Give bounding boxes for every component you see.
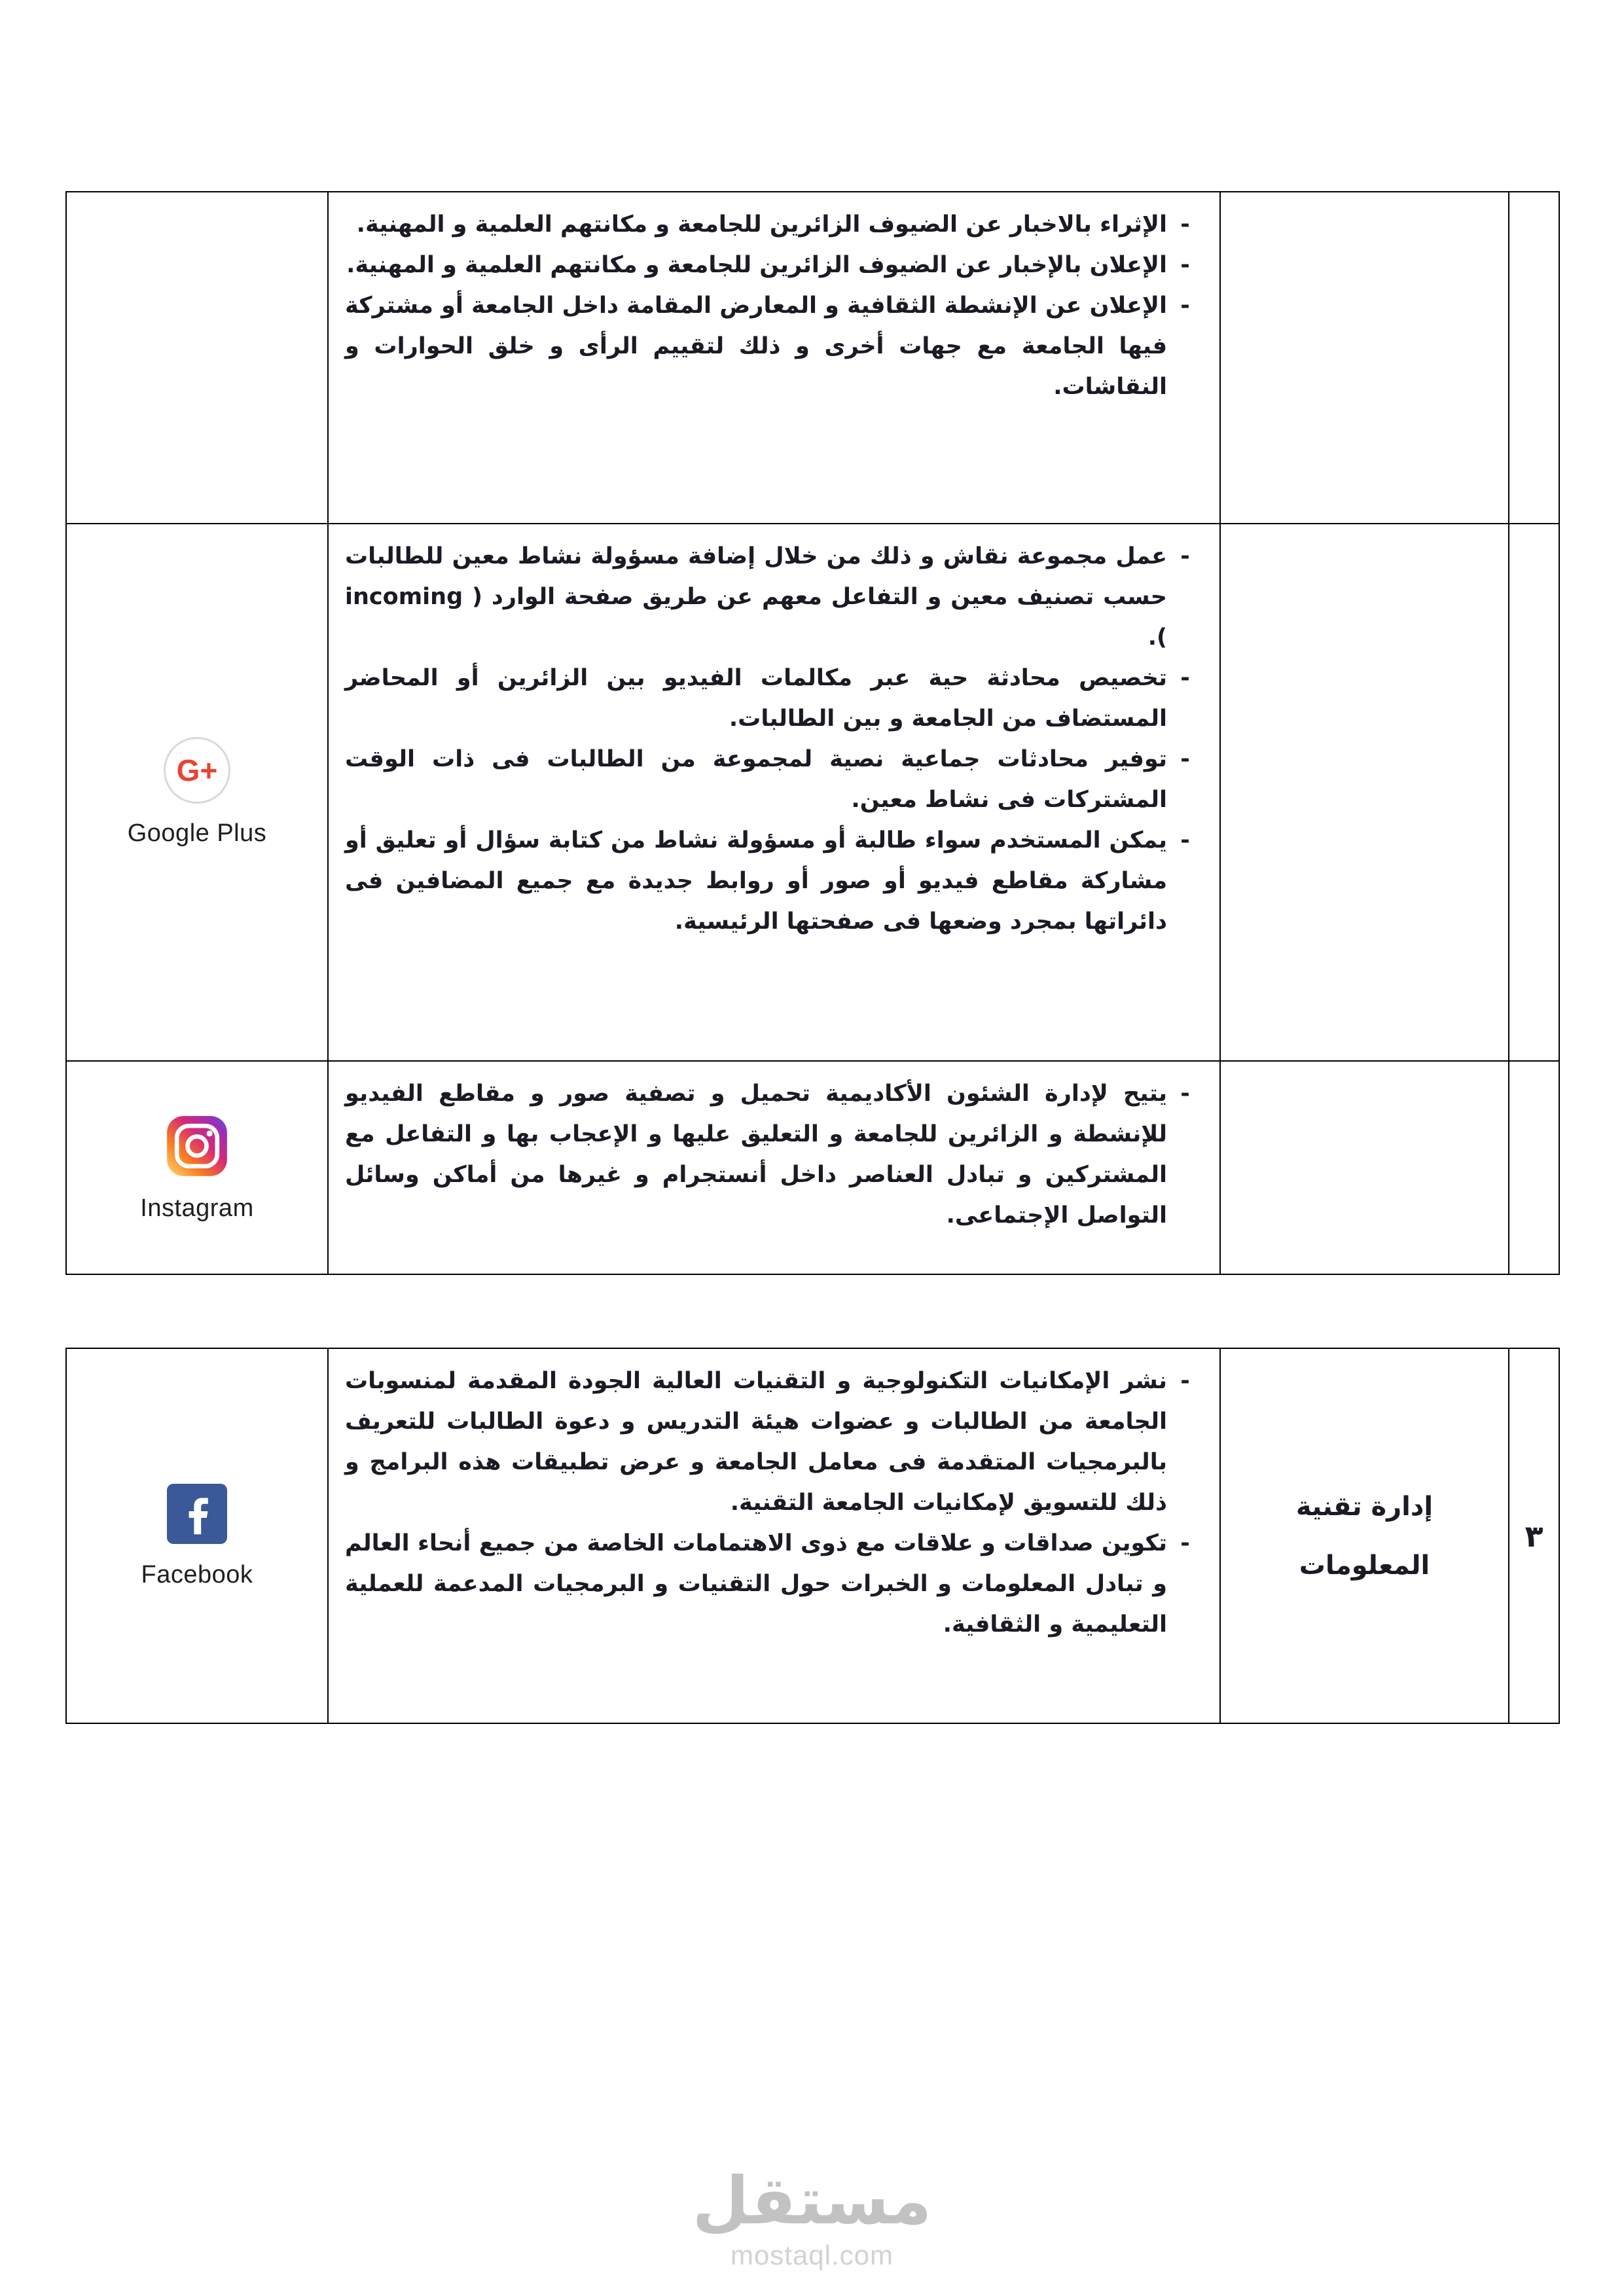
list-item bbox=[345, 739, 1203, 820]
bullet-dash: - bbox=[1180, 1530, 1190, 1556]
list-item bbox=[345, 245, 1203, 285]
platform-label: Facebook bbox=[141, 1561, 253, 1588]
mostaql-domain: mostaql.com bbox=[730, 2240, 894, 2270]
description-cell bbox=[328, 1348, 1220, 1723]
bullet-dash: - bbox=[1180, 1081, 1190, 1107]
list-item bbox=[345, 1361, 1203, 1523]
platform-cell-facebook bbox=[66, 1348, 328, 1723]
bullet-dash: - bbox=[1180, 1368, 1190, 1394]
bullet-text: نشر الإمكانيات التكنولوجية و التقنيات العالية الجودة المقدمة لمنسوبات الجامعة من الطالبات و عضوات هيئة التدريس و دعوة الطالبات للتعريف بالبرمجيات المتقدمة فى معامل الجامعة و عرض تطبيقات هذه البرامج و ذلك للتسويق لإمكانيات الجامعة التقنية. bbox=[345, 1368, 1167, 1516]
table-row bbox=[66, 192, 1559, 524]
department-cell-empty bbox=[1220, 1061, 1509, 1274]
serial-cell-empty bbox=[1509, 524, 1559, 1061]
bullet-text: عمل مجموعة نقاش و ذلك من خلال إضافة مسؤولة نشاط معين للطالبات حسب تصنيف معين و التفاعل معهم عن طريق صفحة الوارد ( incoming ). bbox=[345, 543, 1167, 651]
list-item bbox=[345, 285, 1203, 407]
serial-cell-empty bbox=[1509, 192, 1559, 524]
bullet-dash: - bbox=[1180, 293, 1190, 319]
list-item bbox=[345, 658, 1203, 739]
platform-cell-google-plus bbox=[66, 524, 328, 1061]
description-cell bbox=[328, 524, 1220, 1061]
bullet-dash: - bbox=[1180, 827, 1190, 853]
department-cell bbox=[1220, 1348, 1509, 1723]
bullet-dash: - bbox=[1180, 746, 1190, 772]
bullet-text: يتيح لإدارة الشئون الأكاديمية تحميل و تصفية صور و مقاطع الفيديو للإنشطة و الزائرين للجامعة و التعليق عليها و الإعجاب بها و التفاعل مع المشتركين و تبادل العناصر داخل أنستجرام و غيرها من أماكن وسائل التواصل الإجتماعى. bbox=[345, 1081, 1167, 1229]
department-name: إدارة تقنية المعلومات bbox=[1295, 1491, 1434, 1581]
mostaql-logo: مستقل bbox=[692, 2162, 932, 2239]
bullet-dash: - bbox=[1180, 543, 1190, 569]
bullet-text: يمكن المستخدم سواء طالبة أو مسؤولة نشاط من كتابة سؤال أو تعليق أو مشاركة مقاطع فيديو أو صور أو روابط جديدة مع جميع المضافين فى دائراتها بمجرد وضعها فى صفحتها الرئيسية. bbox=[345, 827, 1167, 935]
bullet-text: تكوين صداقات و علاقات مع ذوى الاهتمامات الخاصة من جميع أنحاء العالم و تبادل المعلومات و الخبرات حول التقنيات و البرمجيات المدعمة للعملية التعليمية و الثقافية. bbox=[345, 1530, 1167, 1638]
google-plus-icon bbox=[164, 737, 230, 804]
google-plus-glyph: G+ bbox=[176, 753, 218, 787]
bullet-text: الإعلان عن الإنشطة الثقافية و المعارض المقامة داخل الجامعة أو مشتركة فيها الجامعة مع جهات أخرى و ذلك لتقييم الرأى و خلق الحوارات و النقاشات. bbox=[345, 293, 1167, 400]
bullet-dash: - bbox=[1180, 252, 1190, 278]
platform-cell-empty bbox=[66, 192, 328, 524]
instagram-icon bbox=[164, 1113, 230, 1179]
bullet-text: الإثراء بالاخبار عن الضيوف الزائرين للجامعة و مكانتهم العلمية و المهنية. bbox=[356, 211, 1167, 238]
social-media-table-continued bbox=[65, 191, 1560, 1275]
table-row bbox=[66, 524, 1559, 1061]
list-item bbox=[345, 1523, 1203, 1645]
serial-cell-empty bbox=[1509, 1061, 1559, 1274]
bullet-dash: - bbox=[1180, 665, 1190, 691]
serial-number: ٣ bbox=[1525, 1518, 1543, 1554]
description-cell bbox=[328, 192, 1220, 524]
list-item bbox=[345, 204, 1203, 245]
mostaql-watermark bbox=[0, 2162, 1624, 2271]
platform-label: Instagram bbox=[140, 1194, 254, 1222]
description-cell bbox=[328, 1061, 1220, 1274]
bullet-dash: - bbox=[1180, 211, 1190, 238]
bullet-text: تخصيص محادثة حية عبر مكالمات الفيديو بين الزائرين أو المحاضر المستضاف من الجامعة و بين الطالبات. bbox=[345, 665, 1167, 732]
department-cell-empty bbox=[1220, 524, 1509, 1061]
table-row bbox=[66, 1348, 1559, 1723]
serial-cell bbox=[1509, 1348, 1559, 1723]
platform-cell-instagram bbox=[66, 1061, 328, 1274]
table-row bbox=[66, 1061, 1559, 1274]
facebook-icon bbox=[166, 1482, 228, 1545]
list-item bbox=[345, 536, 1203, 658]
bullet-text: توفير محادثات جماعية نصية لمجموعة من الطالبات فى ذات الوقت المشتركات فى نشاط معين. bbox=[345, 746, 1167, 813]
bullet-text: الإعلان بالإخبار عن الضيوف الزائرين للجامعة و مكانتهم العلمية و المهنية. bbox=[346, 252, 1167, 278]
platform-label: Google Plus bbox=[127, 819, 267, 847]
list-item bbox=[345, 820, 1203, 942]
social-media-table-it bbox=[65, 1348, 1560, 1724]
list-item bbox=[345, 1073, 1203, 1236]
department-cell-empty bbox=[1220, 192, 1509, 524]
